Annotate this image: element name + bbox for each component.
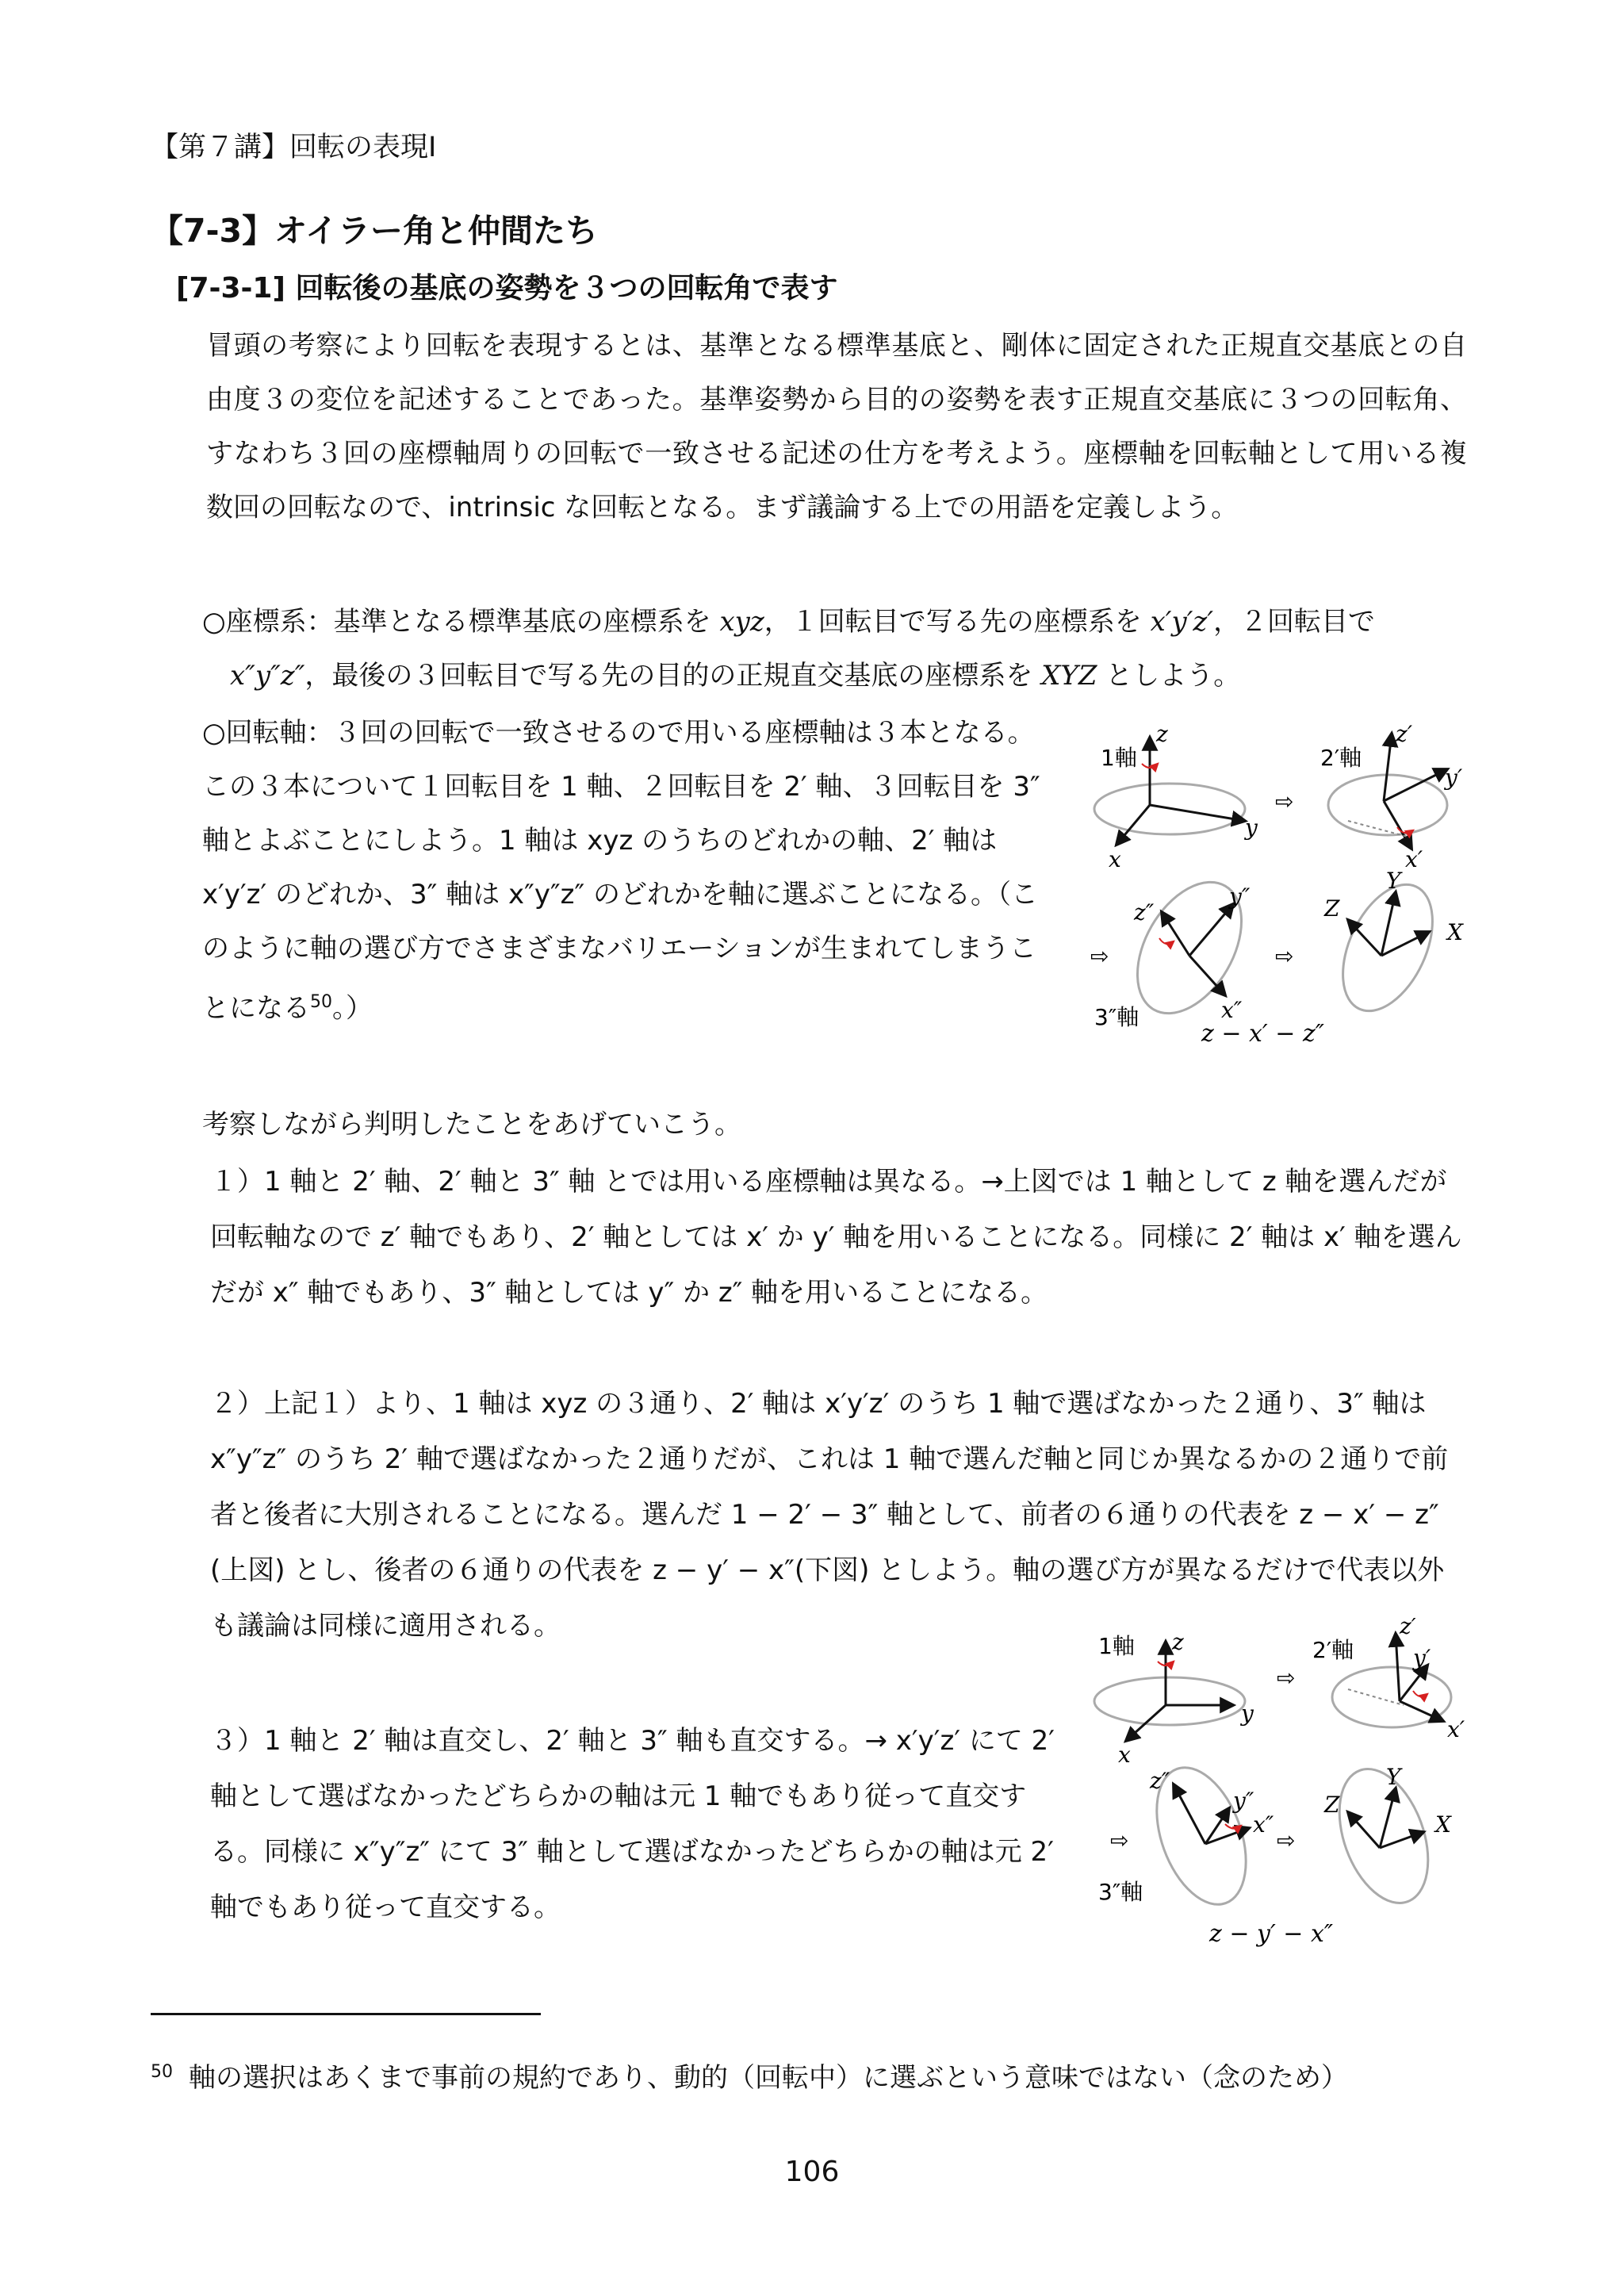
- svg-text:Y: Y: [1386, 1764, 1401, 1790]
- observation-intro: 考察しながら判明したことをあげていこう。: [202, 1109, 741, 1140]
- svg-text:3″軸: 3″軸: [1098, 1879, 1143, 1905]
- svg-text:⇨: ⇨: [1277, 1827, 1296, 1853]
- svg-text:y″: y″: [1229, 884, 1251, 910]
- svg-text:y′: y′: [1445, 765, 1463, 791]
- intro-paragraph: 冒頭の考察により回転を表現するとは、基準となる標準基底と、剛体に固定された正規直交基底との自由度３の変位を記述することであった。基準姿勢から目的の姿勢を表す正規直交基底に３つの回転角、すなわち３回の座標軸周りの回転で一致させる記述の仕方を考えよう。座標軸を回転軸として用いる複数回の回転なので、intrinsic な回転となる。まず議論する上での用語を定義しよう。: [206, 330, 1467, 523]
- footnote: $^{50}$ 軸の選択はあくまで事前の規約であり、動的（回転中）に選ぶという意味ではない（念のため）: [151, 2061, 1348, 2094]
- svg-text:⇨: ⇨: [1090, 943, 1109, 969]
- svg-text:Y: Y: [1386, 868, 1401, 894]
- fig2-caption: z − y′ − x″: [1209, 1920, 1334, 1948]
- svg-text:⇨: ⇨: [1110, 1827, 1129, 1853]
- svg-text:y″: y″: [1233, 1788, 1254, 1814]
- svg-text:y: y: [1245, 815, 1258, 841]
- footnote-separator: [151, 2013, 541, 2015]
- svg-text:Z: Z: [1324, 1792, 1340, 1818]
- svg-text:1軸: 1軸: [1098, 1633, 1135, 1659]
- figure-z-yprime-xdoubleprime: [1086, 1618, 1483, 1951]
- svg-text:2′軸: 2′軸: [1320, 745, 1362, 771]
- svg-text:x′: x′: [1447, 1716, 1465, 1742]
- fig1-caption: z − x′ − z″: [1201, 1020, 1324, 1048]
- svg-text:y: y: [1241, 1700, 1254, 1727]
- fig1-axis1-label: 1軸: [1101, 745, 1137, 771]
- svg-text:y′: y′: [1413, 1645, 1431, 1671]
- svg-text:z: z: [1156, 721, 1168, 747]
- definition-coordinate-system: ○座標系：基準となる標準基底の座標系を xyz，１回転目で写る先の座標系を x′y′z′，２回転目で x″y″z″，最後の３回転目で写る先の目的の正規直交基底の座標系を XYZ としよう。: [202, 606, 1376, 692]
- svg-text:Z: Z: [1324, 895, 1340, 922]
- svg-text:z′: z′: [1400, 1618, 1417, 1639]
- svg-text:⇨: ⇨: [1275, 943, 1294, 969]
- svg-text:z: z: [1172, 1629, 1184, 1655]
- svg-text:x″: x″: [1221, 997, 1243, 1023]
- svg-text:⇨: ⇨: [1277, 1665, 1296, 1691]
- definition-rotation-axis: ○回転軸：３回の回転で一致させるので用いる座標軸は３本となる。この３本について１回転目を 1 軸、２回転目を 2′ 軸、３回転目を 3″ 軸とよぶことにしよう。1 軸は xyz のうちのどれかの軸、2′ 軸は x′y′z′ のどれか、3″ 軸は x″y″z″ のどれかを軸に選ぶことになる。（このように軸の選び方でさまざまなバリエーションが生まれてしまうことになる$^{50}$。）: [202, 717, 1040, 1025]
- fig1-panel-3: [1090, 864, 1263, 1032]
- svg-text:z″: z″: [1134, 899, 1155, 926]
- figure-z-xprime-zdoubleprime: [1086, 718, 1483, 1067]
- svg-text:x″: x″: [1253, 1811, 1274, 1838]
- svg-text:x′: x′: [1405, 846, 1423, 872]
- svg-text:⇨: ⇨: [1275, 788, 1294, 815]
- svg-text:x: x: [1109, 846, 1121, 872]
- svg-text:X: X: [1435, 1811, 1451, 1838]
- subsection-title: [7-3-1] 回転後の基底の姿勢を３つの回転角で表す: [176, 272, 838, 305]
- fig2-panel-3: [1098, 1755, 1274, 1916]
- svg-text:x: x: [1118, 1742, 1131, 1768]
- fig1-panel-2: [1320, 721, 1463, 872]
- svg-text:z″: z″: [1150, 1768, 1170, 1794]
- fig1-panel-1: [1094, 721, 1258, 872]
- fig2-panel-2: [1312, 1618, 1465, 1742]
- svg-text:3″軸: 3″軸: [1094, 1004, 1139, 1030]
- page-header: 【第７講】回転の表現Ⅰ: [151, 132, 437, 163]
- svg-text:X: X: [1447, 919, 1463, 945]
- svg-text:z′: z′: [1396, 721, 1413, 747]
- svg-text:2′軸: 2′軸: [1312, 1637, 1354, 1663]
- fig2-panel-4: [1323, 1757, 1452, 1915]
- observation-item-3: ３）1 軸と 2′ 軸は直交し、2′ 軸と 3″ 軸も直交する。→ x′y′z′ にて 2′ 軸として選ばなかったどちらかの軸は元 1 軸でもあり従って直交する。同様に x″y″z″ にて 3″ 軸として選ばなかったどちらかの軸は元 2′ 軸でもあり従って直交する。: [210, 1725, 1055, 1923]
- section-title: 【7-3】オイラー角と仲間たち: [151, 212, 599, 250]
- fig1-panel-4: [1323, 868, 1464, 1025]
- observation-item-2: ２）上記１）より、1 軸は xyz の３通り、2′ 軸は x′y′z′ のうち 1 軸で選ばなかった２通り、3″ 軸は x″y″z″ のうち 2′ 軸で選ばなかった２通りだが、これは 1 軸で選んだ軸と同じか異なるかの２通りで前者と後者に大別されることになる。選んだ 1 − 2′ − 3″ 軸として、前者の６通りの代表を z − x′ − z″(上図) とし、後者の６通りの代表を z − y′ − x″(下図) としよう。軸の選び方が異なるだけで代表以外も議論は同様に適用される。: [210, 1388, 1449, 1642]
- observation-item-1: １）1 軸と 2′ 軸、2′ 軸と 3″ 軸 とでは用いる座標軸は異なる。→上図では 1 軸として z 軸を選んだが回転軸なので z′ 軸でもあり、2′ 軸としては x′ か y′ 軸を用いることになる。同様に 2′ 軸は x′ 軸を選んだが x″ 軸でもあり、3″ 軸としては y″ か z″ 軸を用いることになる。: [210, 1166, 1462, 1309]
- page-number: 106: [784, 2156, 840, 2188]
- fig2-panel-1: [1094, 1629, 1254, 1768]
